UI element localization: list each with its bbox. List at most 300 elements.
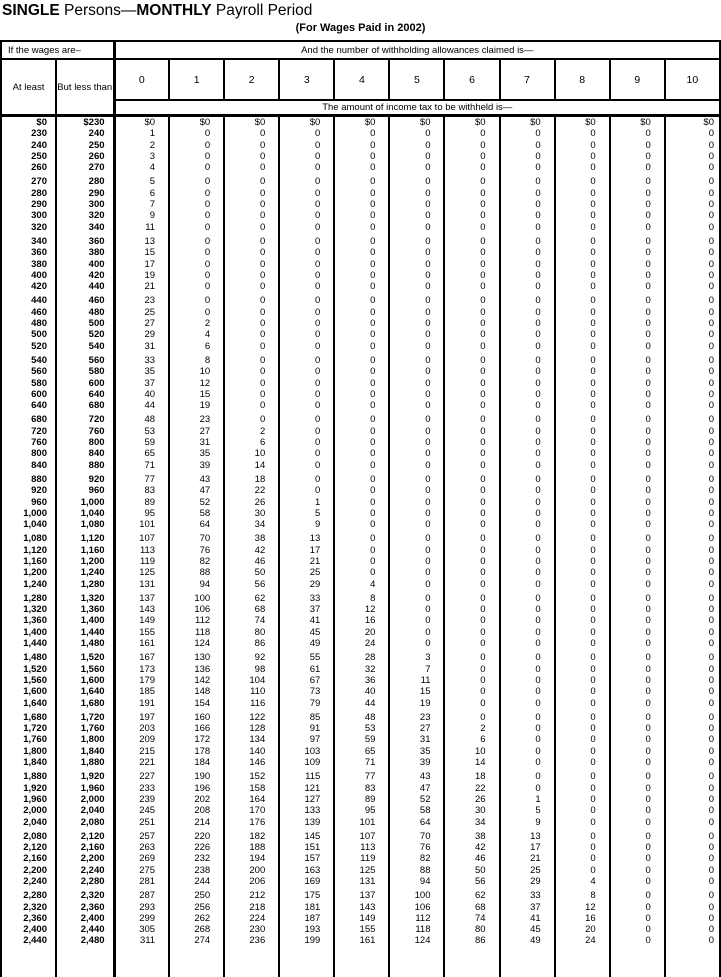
at-least-cell: 1,920	[23, 782, 47, 794]
amount-cell: 11	[114, 222, 169, 233]
amount-cell: 0	[224, 329, 279, 340]
amount-cell: 58	[389, 805, 444, 816]
amount-cell: 0	[334, 530, 389, 544]
amount-cell: 74	[224, 615, 279, 626]
amount-cell: 124	[169, 638, 224, 649]
at-least-cell: 1,080	[23, 533, 47, 545]
amount-cell: 26	[444, 794, 499, 805]
at-least-cell: 1,800	[23, 745, 47, 757]
amount-cell: 179	[114, 675, 169, 686]
amount-cell: 95	[334, 805, 389, 816]
title-persons: Persons—	[59, 2, 137, 19]
at-least-cell: 1,520	[23, 663, 47, 675]
table-row	[1, 664, 720, 675]
amount-cell: 0	[555, 768, 610, 782]
amount-cell: 0	[389, 307, 444, 318]
at-least-cell: 270	[31, 176, 47, 188]
amount-cell: 9	[114, 210, 169, 221]
amount-cell: 94	[389, 876, 444, 887]
amount-cell: 0	[389, 627, 444, 638]
amount-cell: 149	[114, 615, 169, 626]
amount-cell: 2	[444, 723, 499, 734]
amount-cell: 34	[224, 519, 279, 530]
amount-cell: 0	[334, 199, 389, 210]
amount-cell: 0	[610, 128, 665, 139]
amount-cell: 124	[389, 935, 444, 946]
amount-cell: 0	[389, 173, 444, 187]
amount-cell: 18	[444, 768, 499, 782]
amount-cell: 74	[444, 913, 499, 924]
amount-cell: 5	[500, 805, 555, 816]
but-less-cell: 2,080	[56, 817, 114, 828]
amount-cell: 12	[334, 604, 389, 615]
amount-cell: 143	[114, 604, 169, 615]
table-row	[1, 746, 720, 757]
amount-cell: 0	[334, 497, 389, 508]
at-least-cell: 1,840	[23, 757, 47, 769]
amount-cell: 0	[500, 590, 555, 604]
amount-cell: 0	[665, 400, 720, 411]
empty-cell	[224, 947, 279, 977]
amount-cell: 113	[334, 842, 389, 853]
amount-cell: 106	[389, 902, 444, 913]
amount-cell: 0	[224, 378, 279, 389]
allowance-col-7: 7	[500, 59, 555, 100]
page-subtitle: (For Wages Paid in 2002)	[295, 22, 426, 34]
amount-cell: 0	[334, 519, 389, 530]
amount-cell: 112	[389, 913, 444, 924]
amount-cell: 7	[114, 199, 169, 210]
but-less-cell: 1,240	[56, 567, 114, 578]
but-less-cell: 240	[56, 128, 114, 139]
amount-cell: 0	[500, 604, 555, 615]
amount-cell: 154	[169, 698, 224, 709]
amount-cell: 1	[500, 794, 555, 805]
amount-cell: 0	[279, 437, 334, 448]
amount-cell: 0	[389, 426, 444, 437]
amount-cell: 38	[444, 828, 499, 842]
amount-cell: 0	[444, 259, 499, 270]
amount-cell: 170	[224, 805, 279, 816]
amount-cell: 21	[500, 853, 555, 864]
amount-cell: 161	[334, 935, 389, 946]
table-row	[1, 545, 720, 556]
table-row	[1, 270, 720, 281]
amount-cell: 100	[389, 887, 444, 901]
amount-cell: 20	[555, 924, 610, 935]
amount-cell: 0	[500, 400, 555, 411]
amount-cell: 0	[665, 519, 720, 530]
amount-cell: 0	[334, 318, 389, 329]
amount-cell: 0	[610, 199, 665, 210]
amount-cell: 0	[334, 460, 389, 471]
amount-cell: 106	[169, 604, 224, 615]
amount-cell: 0	[610, 627, 665, 638]
amount-cell: 22	[444, 783, 499, 794]
but-less-cell: 1,200	[56, 556, 114, 567]
amount-cell: 79	[279, 698, 334, 709]
amount-cell: 0	[500, 579, 555, 590]
amount-cell: 0	[610, 437, 665, 448]
amount-cell: 23	[389, 709, 444, 723]
amount-cell: 190	[169, 768, 224, 782]
amount-cell: 38	[224, 530, 279, 544]
allowances-header: And the number of withholding allowances claimed is—	[114, 41, 720, 59]
amount-cell: 37	[500, 902, 555, 913]
amount-cell: 0	[334, 259, 389, 270]
but-less-cell: 1,600	[56, 675, 114, 686]
empty-cell	[389, 947, 444, 977]
amount-cell: 67	[279, 675, 334, 686]
amount-cell: 0	[444, 686, 499, 697]
amount-cell: 0	[500, 173, 555, 187]
amount-cell: 0	[279, 140, 334, 151]
amount-cell: 25	[114, 307, 169, 318]
amount-cell: 1	[114, 128, 169, 139]
amount-cell: 10	[169, 366, 224, 377]
amount-cell: 0	[610, 292, 665, 306]
amount-cell: 131	[114, 579, 169, 590]
amount-cell: 125	[334, 865, 389, 876]
amount-cell: 0	[500, 675, 555, 686]
amount-cell: 0	[555, 828, 610, 842]
amount-cell: 0	[389, 292, 444, 306]
amount-cell: 0	[444, 471, 499, 485]
amount-cell: 0	[610, 497, 665, 508]
amount-cell: 0	[334, 151, 389, 162]
amount-cell: 140	[224, 746, 279, 757]
amount-cell: 23	[114, 292, 169, 306]
amount-cell: 76	[169, 545, 224, 556]
amount-cell: 83	[114, 485, 169, 496]
amount-cell: 139	[279, 817, 334, 828]
amount-cell: 77	[114, 471, 169, 485]
amount-cell: 152	[224, 768, 279, 782]
amount-cell: 0	[389, 508, 444, 519]
amount-cell: 98	[224, 664, 279, 675]
table-row	[1, 924, 720, 935]
amount-cell: 107	[334, 828, 389, 842]
amount-cell: 0	[610, 508, 665, 519]
amount-cell: 0	[169, 128, 224, 139]
amount-cell: 0	[334, 222, 389, 233]
amount-cell: 40	[334, 686, 389, 697]
amount-cell: 0	[555, 259, 610, 270]
table-row	[1, 162, 720, 173]
amount-cell: 35	[169, 448, 224, 459]
amount-cell: 0	[224, 173, 279, 187]
amount-cell: 41	[279, 615, 334, 626]
amount-cell: 274	[169, 935, 224, 946]
but-less-cell: 460	[56, 292, 114, 306]
amount-cell: 23	[169, 411, 224, 425]
amount-cell: 1	[279, 497, 334, 508]
table-row	[1, 604, 720, 615]
amount-cell: 0	[610, 805, 665, 816]
amount-cell: 109	[279, 757, 334, 768]
amount-cell: 30	[444, 805, 499, 816]
amount-cell: 0	[555, 389, 610, 400]
amount-cell: 0	[279, 471, 334, 485]
amount-cell: 212	[224, 887, 279, 901]
amount-cell: 0	[610, 686, 665, 697]
but-less-cell: 380	[56, 247, 114, 258]
amount-cell: 137	[114, 590, 169, 604]
amount-cell: 0	[665, 757, 720, 768]
at-least-cell: 1,400	[23, 626, 47, 638]
amount-cell: 0	[279, 281, 334, 292]
amount-cell: 0	[389, 259, 444, 270]
table-row	[1, 151, 720, 162]
amount-cell: 115	[279, 768, 334, 782]
amount-cell: 68	[224, 604, 279, 615]
amount-cell: 0	[169, 259, 224, 270]
amount-cell: 0	[555, 281, 610, 292]
amount-cell: 155	[114, 627, 169, 638]
amount-cell: 130	[169, 649, 224, 663]
amount-cell: 0	[610, 222, 665, 233]
amount-cell: 0	[555, 247, 610, 258]
amount-cell: 4	[114, 162, 169, 173]
amount-cell: 0	[279, 210, 334, 221]
empty-cell	[279, 947, 334, 977]
amount-cell: 58	[169, 508, 224, 519]
amount-cell: 0	[665, 604, 720, 615]
amount-cell: 104	[224, 675, 279, 686]
but-less-cell: 290	[56, 188, 114, 199]
amount-cell: 68	[444, 902, 499, 913]
amount-cell: 0	[444, 675, 499, 686]
amount-cell: 0	[279, 128, 334, 139]
but-less-cell: 1,880	[56, 757, 114, 768]
amount-cell: 17	[114, 259, 169, 270]
amount-cell: 0	[500, 471, 555, 485]
at-least-cell: 1,560	[23, 674, 47, 686]
amount-cell: 71	[334, 757, 389, 768]
amount-cell: 0	[444, 627, 499, 638]
amount-cell: 0	[389, 329, 444, 340]
table-row	[1, 902, 720, 913]
amount-cell: 0	[500, 519, 555, 530]
amount-cell: 158	[224, 783, 279, 794]
allowance-col-8: 8	[555, 59, 610, 100]
table-row	[1, 389, 720, 400]
amount-cell: 101	[114, 519, 169, 530]
amount-cell: 0	[500, 341, 555, 352]
but-less-cell: 880	[56, 460, 114, 471]
amount-cell: 89	[334, 794, 389, 805]
amount-cell: 0	[279, 307, 334, 318]
table-row	[1, 307, 720, 318]
amount-cell: 3	[114, 151, 169, 162]
amount-cell: 155	[334, 924, 389, 935]
amount-cell: 52	[389, 794, 444, 805]
but-less-cell: 1,920	[56, 768, 114, 782]
amount-cell: 0	[444, 448, 499, 459]
amount-cell: 86	[444, 935, 499, 946]
amount-cell: 151	[279, 842, 334, 853]
amount-cell: 0	[224, 281, 279, 292]
amount-cell: 0	[279, 233, 334, 247]
table-row	[1, 842, 720, 853]
amount-cell: 0	[169, 292, 224, 306]
amount-cell: 0	[389, 352, 444, 366]
amount-cell: 256	[169, 902, 224, 913]
amount-cell: 0	[389, 545, 444, 556]
amount-cell: 0	[665, 556, 720, 567]
amount-cell: 0	[279, 188, 334, 199]
amount-cell: 0	[500, 128, 555, 139]
amount-cell: 146	[224, 757, 279, 768]
amount-cell: 0	[279, 485, 334, 496]
amount-cell: 0	[610, 649, 665, 663]
amount-cell: 64	[169, 519, 224, 530]
amount-cell: 0	[389, 530, 444, 544]
amount-cell: 73	[279, 686, 334, 697]
amount-cell: 0	[279, 411, 334, 425]
amount-cell: 0	[389, 210, 444, 221]
amount-cell: 0	[665, 709, 720, 723]
amount-cell: 0	[224, 270, 279, 281]
amount-cell: 0	[500, 222, 555, 233]
amount-cell: 0	[555, 615, 610, 626]
amount-cell: 0	[334, 292, 389, 306]
but-less-cell: 640	[56, 389, 114, 400]
at-least-cell: 800	[31, 448, 47, 460]
amount-cell: 239	[114, 794, 169, 805]
at-least-cell: 960	[31, 496, 47, 508]
amount-cell: 0	[500, 292, 555, 306]
empty-cell	[665, 947, 720, 977]
amount-cell: 0	[665, 902, 720, 913]
amount-cell: 61	[279, 664, 334, 675]
amount-cell: 227	[114, 768, 169, 782]
amount-cell: 0	[665, 352, 720, 366]
amount-cell: 0	[665, 675, 720, 686]
amount-cell: 0	[334, 281, 389, 292]
amount-cell: 0	[610, 471, 665, 485]
amount-cell: 0	[665, 590, 720, 604]
at-least-cell: 1,040	[23, 519, 47, 531]
amount-cell: 161	[114, 638, 169, 649]
amount-cell: 0	[555, 497, 610, 508]
amount-cell: $0	[610, 116, 665, 129]
amount-cell: 251	[114, 817, 169, 828]
amount-cell: 28	[334, 649, 389, 663]
amount-cell: 0	[500, 270, 555, 281]
but-less-cell: 1,960	[56, 783, 114, 794]
amount-cell: 0	[389, 378, 444, 389]
amount-cell: 0	[500, 508, 555, 519]
amount-cell: 208	[169, 805, 224, 816]
amount-cell: 27	[389, 723, 444, 734]
amount-cell: 0	[555, 352, 610, 366]
amount-cell: 39	[169, 460, 224, 471]
amount-cell: 0	[444, 199, 499, 210]
amount-cell: 287	[114, 887, 169, 901]
amount-cell: 0	[224, 389, 279, 400]
amount-cell: 0	[665, 924, 720, 935]
but-less-cell: 580	[56, 366, 114, 377]
amount-cell: 175	[279, 887, 334, 901]
amount-cell: 0	[500, 411, 555, 425]
amount-cell: 0	[500, 686, 555, 697]
amount-cell: 0	[555, 709, 610, 723]
amount-cell: 24	[555, 935, 610, 946]
but-less-cell: 280	[56, 173, 114, 187]
amount-cell: 0	[555, 307, 610, 318]
amount-cell: 0	[389, 556, 444, 567]
at-least-cell: 1,960	[23, 793, 47, 805]
amount-cell: $0	[444, 116, 499, 129]
amount-cell: 10	[444, 746, 499, 757]
amount-cell: 0	[610, 579, 665, 590]
amount-cell: 0	[610, 247, 665, 258]
amount-cell: 85	[279, 709, 334, 723]
table-row	[1, 579, 720, 590]
amount-cell: 35	[114, 366, 169, 377]
amount-cell: 0	[169, 210, 224, 221]
amount-cell: 0	[169, 162, 224, 173]
amount-cell: 0	[665, 638, 720, 649]
amount-cell: 0	[500, 530, 555, 544]
amount-cell: 26	[224, 497, 279, 508]
amount-cell: 0	[224, 188, 279, 199]
amount-cell: 19	[169, 400, 224, 411]
table-row	[1, 567, 720, 578]
at-least-cell: 2,160	[23, 853, 47, 865]
amount-cell: 0	[610, 281, 665, 292]
amount-cell: 0	[334, 233, 389, 247]
amount-cell: 245	[114, 805, 169, 816]
amount-cell: 281	[114, 876, 169, 887]
amount-cell: 128	[224, 723, 279, 734]
allowance-col-9: 9	[610, 59, 665, 100]
amount-cell: 0	[610, 768, 665, 782]
amount-cell: 233	[114, 783, 169, 794]
amount-cell: 188	[224, 842, 279, 853]
amount-cell: 0	[500, 638, 555, 649]
amount-cell: 0	[610, 162, 665, 173]
amount-cell: 0	[389, 247, 444, 258]
but-less-cell: 1,440	[56, 627, 114, 638]
amount-cell: 0	[500, 233, 555, 247]
amount-cell: 0	[610, 865, 665, 876]
but-less-cell: 600	[56, 378, 114, 389]
table-row	[1, 734, 720, 745]
table-row	[1, 768, 720, 782]
amount-cell: 0	[334, 400, 389, 411]
amount-cell: 62	[444, 887, 499, 901]
amount-cell: 0	[389, 460, 444, 471]
amount-cell: 133	[279, 805, 334, 816]
amount-cell: 0	[500, 448, 555, 459]
amount-cell: 52	[169, 497, 224, 508]
amount-cell: 0	[500, 649, 555, 663]
amount-cell: 48	[334, 709, 389, 723]
but-less-cell: 2,440	[56, 924, 114, 935]
amount-cell: 0	[500, 783, 555, 794]
at-least-cell: 2,360	[23, 912, 47, 924]
amount-cell: 220	[169, 828, 224, 842]
amount-cell: $0	[555, 116, 610, 129]
at-least-cell: 1,000	[23, 507, 47, 519]
amount-cell: 44	[334, 698, 389, 709]
amount-cell: 0	[500, 366, 555, 377]
amount-cell: 0	[610, 485, 665, 496]
amount-cell: 62	[224, 590, 279, 604]
amount-cell: 0	[389, 188, 444, 199]
